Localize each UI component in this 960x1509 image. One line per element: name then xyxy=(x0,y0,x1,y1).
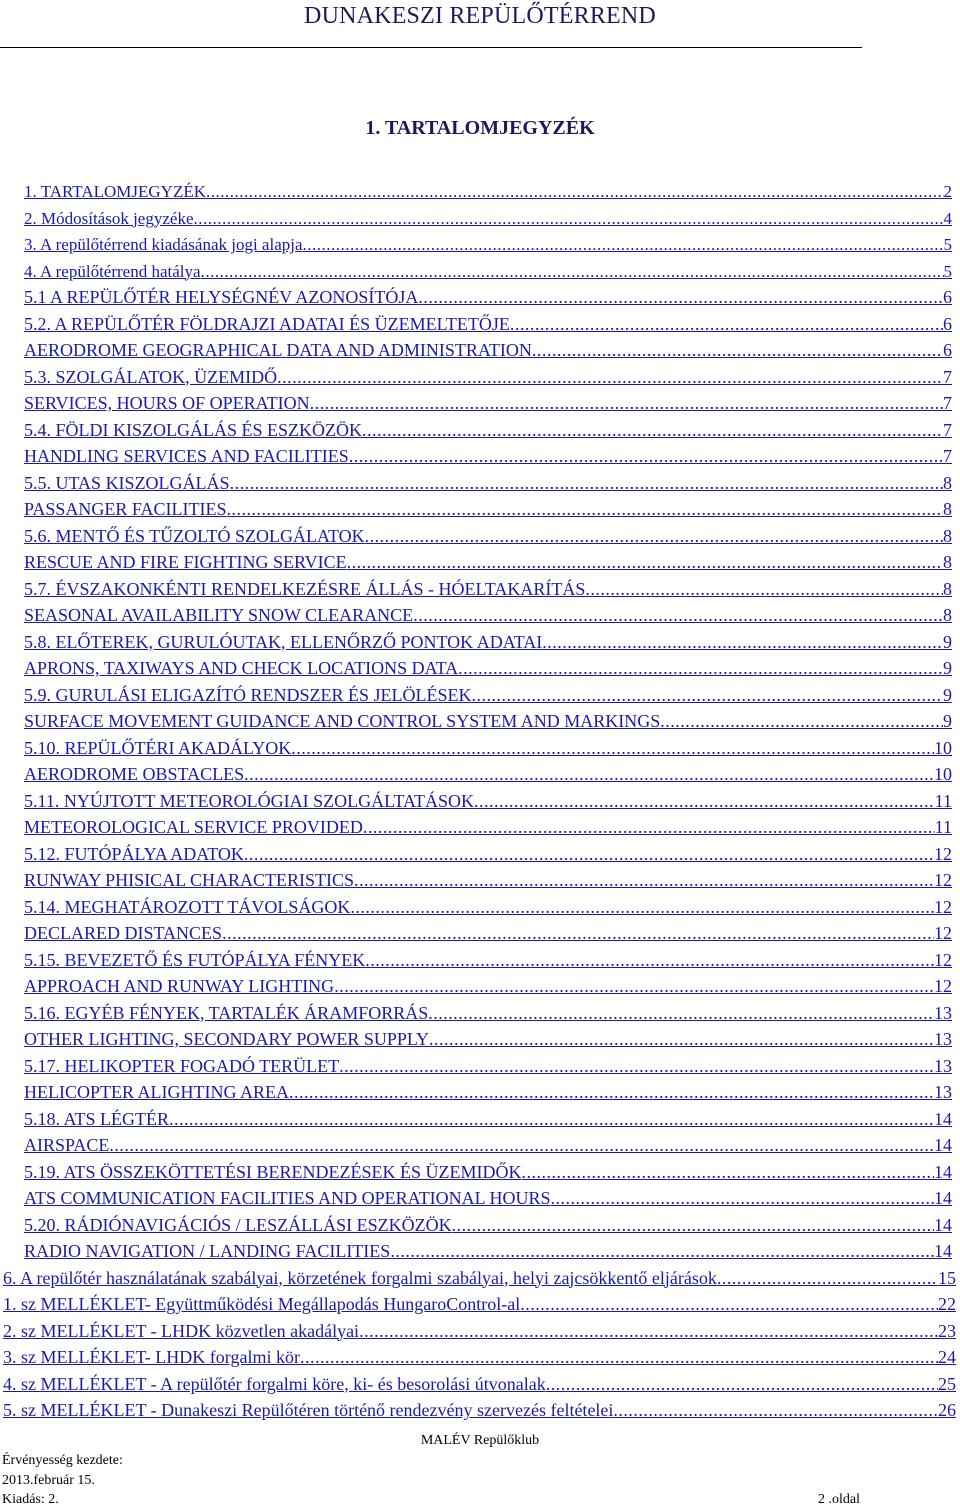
toc-entry-page: 14 xyxy=(934,1161,952,1182)
toc-entry[interactable] xyxy=(24,388,952,414)
toc-entry[interactable] xyxy=(24,733,952,759)
toc-entry-page: 8 xyxy=(943,578,952,599)
toc-entry[interactable] xyxy=(24,680,952,706)
toc-entry-title: 6. A repülőtér használatának szabályai, körzetének forgalmi szabályai, helyi zajcsökkentő eljárások xyxy=(3,1267,717,1288)
header-divider xyxy=(0,47,862,48)
toc-entry-title: 5.8. ELŐTEREK, GURULÓUTAK, ELLENŐRZŐ PONTOK ADATAI xyxy=(24,631,543,652)
toc-leader-dots xyxy=(222,923,934,944)
toc-entry-page: 9 xyxy=(943,658,952,678)
toc-entry-page: 7 xyxy=(943,446,952,466)
toc-entry[interactable] xyxy=(24,1183,952,1209)
toc-entry-page: 12 xyxy=(934,896,952,917)
toc-entry[interactable] xyxy=(3,1263,956,1289)
toc-leader-dots xyxy=(277,367,943,388)
toc-entry[interactable] xyxy=(24,1024,952,1050)
toc-entry-page: 22 xyxy=(938,1294,956,1314)
toc-entry-title: 5.14. MEGHATÁROZOTT TÁVOLSÁGOK xyxy=(24,896,351,917)
toc-entry[interactable] xyxy=(24,494,952,520)
toc-leader-dots xyxy=(413,605,943,626)
toc-entry[interactable] xyxy=(3,1316,956,1342)
toc-leader-dots xyxy=(428,1003,934,1024)
toc-entry-title: METEOROLOGICAL SERVICE PROVIDED xyxy=(24,817,363,837)
toc-entry-page: 13 xyxy=(934,1055,952,1076)
toc-entry-page: 12 xyxy=(934,949,952,970)
toc-entry-title: 5. sz MELLÉKLET - Dunakeszi Repülőtéren történő rendezvény szervezés feltételei xyxy=(3,1400,614,1420)
toc-entry-title: 5.3. SZOLGÁLATOK, ÜZEMIDŐ xyxy=(24,366,278,387)
toc-entry-page: 6 xyxy=(943,340,952,360)
toc-entry-page: 9 xyxy=(943,631,952,652)
toc-leader-dots xyxy=(244,764,934,785)
toc-entry-page: 6 xyxy=(943,313,952,334)
toc-leader-dots xyxy=(206,182,944,202)
toc-leader-dots xyxy=(452,1215,934,1236)
footer-validity-label: Érvényesség kezdete: xyxy=(2,1453,123,1468)
toc-leader-dots xyxy=(350,897,934,918)
toc-entry[interactable] xyxy=(24,176,952,202)
toc-entry-page: 14 xyxy=(934,1214,952,1235)
toc-entry[interactable] xyxy=(24,521,952,547)
footer-organization: MALÉV Repülőklub xyxy=(420,1433,540,1448)
toc-entry[interactable] xyxy=(24,441,952,467)
toc-entry-page: 5 xyxy=(943,261,952,281)
toc-leader-dots xyxy=(585,579,943,600)
toc-entry-page: 14 xyxy=(934,1241,952,1261)
toc-leader-dots xyxy=(289,1082,934,1103)
toc-entry-title: AERODROME OBSTACLES xyxy=(24,764,245,784)
toc-entry[interactable] xyxy=(24,759,952,785)
toc-entry-title: SEASONAL AVAILABILITY SNOW CLEARANCE xyxy=(24,605,414,625)
toc-leader-dots xyxy=(334,976,934,997)
footer-edition: Kiadás: 2. xyxy=(2,1492,59,1507)
toc-entry-title: RESCUE AND FIRE FIGHTING SERVICE xyxy=(24,552,347,572)
toc-entry-title: 2. sz MELLÉKLET - LHDK közvetlen akadályai xyxy=(3,1320,360,1341)
toc-entry-title: DECLARED DISTANCES xyxy=(24,923,223,943)
toc-entry-title: 5.12. FUTÓPÁLYA ADATOK xyxy=(24,843,244,864)
toc-entry-title: PASSANGER FACILITIES xyxy=(24,499,227,519)
toc-entry-title: 5.4. FÖLDI KISZOLGÁLÁS ÉS ESZKÖZÖK xyxy=(24,419,362,440)
toc-entry[interactable] xyxy=(24,865,952,891)
toc-entry[interactable] xyxy=(24,309,952,335)
toc-leader-dots xyxy=(349,446,943,467)
toc-entry-page: 23 xyxy=(938,1320,956,1341)
toc-leader-dots xyxy=(471,685,943,706)
toc-entry-page: 12 xyxy=(934,923,952,943)
toc-leader-dots xyxy=(474,791,935,812)
toc-entry-page: 6 xyxy=(943,287,952,307)
toc-entry-page: 13 xyxy=(934,1002,952,1023)
toc-entry[interactable] xyxy=(24,945,952,971)
toc-leader-dots xyxy=(347,552,943,573)
toc-leader-dots xyxy=(365,526,943,547)
toc-entry[interactable] xyxy=(24,839,952,865)
toc-entry-title: 5.11. NYÚJTOTT METEOROLÓGIAI SZOLGÁLTATÁSOK xyxy=(24,790,475,811)
toc-leader-dots xyxy=(244,844,934,865)
toc-leader-dots xyxy=(520,1294,938,1315)
toc-entry[interactable] xyxy=(24,600,952,626)
toc-leader-dots xyxy=(717,1268,938,1289)
toc-entry-page: 7 xyxy=(943,366,952,387)
toc-entry[interactable] xyxy=(24,812,952,838)
toc-leader-dots xyxy=(362,420,943,441)
toc-entry[interactable] xyxy=(24,1077,952,1103)
toc-entry-title: 3. sz MELLÉKLET- LHDK forgalmi kör xyxy=(3,1347,300,1367)
toc-entry-title: 5.1 A REPÜLŐTÉR HELYSÉGNÉV AZONOSÍTÓJA xyxy=(24,287,419,307)
toc-entry[interactable] xyxy=(24,786,952,812)
toc-entry[interactable] xyxy=(24,706,952,732)
toc-leader-dots xyxy=(291,738,934,759)
toc-entry-title: APPROACH AND RUNWAY LIGHTING xyxy=(24,976,335,996)
toc-entry[interactable] xyxy=(3,1395,956,1421)
toc-leader-dots xyxy=(354,870,934,891)
toc-entry-title: 5.10. REPÜLŐTÉRI AKADÁLYOK xyxy=(24,737,292,758)
toc-leader-dots xyxy=(546,1374,938,1395)
toc-entry-page: 26 xyxy=(938,1400,956,1420)
toc-entry-title: SERVICES, HOURS OF OPERATION xyxy=(24,393,310,413)
toc-leader-dots xyxy=(365,950,934,971)
toc-entry-page: 7 xyxy=(943,393,952,413)
toc-entry[interactable] xyxy=(24,971,952,997)
toc-entry-page: 13 xyxy=(934,1029,952,1049)
toc-leader-dots xyxy=(532,340,943,361)
footer-validity-date: 2013.február 15. xyxy=(2,1473,95,1488)
toc-entry-title: APRONS, TAXIWAYS AND CHECK LOCATIONS DATA xyxy=(24,658,459,678)
toc-entry[interactable] xyxy=(24,468,952,494)
toc-leader-dots xyxy=(300,1347,938,1368)
toc-entry-title: AERODROME GEOGRAPHICAL DATA AND ADMINISTRATION xyxy=(24,340,532,360)
toc-entry-title: 5.17. HELIKOPTER FOGADÓ TERÜLET xyxy=(24,1055,340,1076)
toc-entry[interactable] xyxy=(24,415,952,441)
toc-entry[interactable] xyxy=(24,1210,952,1236)
toc-entry-page: 10 xyxy=(934,737,952,758)
toc-leader-dots xyxy=(109,1135,934,1156)
toc-entry-title: ATS COMMUNICATION FACILITIES AND OPERATIONAL HOURS xyxy=(24,1188,551,1208)
toc-entry[interactable] xyxy=(24,1130,952,1156)
toc-leader-dots xyxy=(339,1056,934,1077)
toc-entry[interactable] xyxy=(24,1051,952,1077)
toc-entry-page: 9 xyxy=(943,711,952,731)
toc-entry[interactable] xyxy=(24,1236,952,1262)
toc-entry-page: 10 xyxy=(934,764,952,784)
toc-leader-dots xyxy=(363,817,935,838)
toc-entry-page: 12 xyxy=(934,870,952,890)
toc-entry-page: 14 xyxy=(934,1135,952,1155)
toc-entry-page: 12 xyxy=(934,843,952,864)
toc-entry-page: 9 xyxy=(943,684,952,705)
toc-entry[interactable] xyxy=(3,1342,956,1368)
toc-entry[interactable] xyxy=(3,1289,956,1315)
toc-entry-page: 13 xyxy=(934,1082,952,1102)
toc-entry-page: 2 xyxy=(943,182,952,201)
toc-entry-title: 4. A repülőtérrend hatálya xyxy=(24,261,201,281)
toc-entry-title: 5.16. EGYÉB FÉNYEK, TARTALÉK ÁRAMFORRÁS xyxy=(24,1002,429,1023)
toc-leader-dots xyxy=(542,632,943,653)
toc-entry-title: 2. Módosítások jegyzéke xyxy=(24,208,194,228)
toc-leader-dots xyxy=(458,658,943,679)
toc-entry-page: 8 xyxy=(943,605,952,625)
toc-entry[interactable] xyxy=(24,1104,952,1130)
toc-leader-dots xyxy=(230,473,943,494)
toc-entry-title: 5.18. ATS LÉGTÉR xyxy=(24,1108,170,1129)
toc-entry-title: 4. sz MELLÉKLET - A repülőtér forgalmi köre, ki- és besorolási útvonalak xyxy=(3,1373,546,1394)
toc-entry-page: 11 xyxy=(934,817,952,837)
toc-leader-dots xyxy=(510,314,943,335)
toc-entry-page: 4 xyxy=(943,208,952,228)
toc-entry-title: 5.15. BEVEZETŐ ÉS FUTÓPÁLYA FÉNYEK xyxy=(24,949,366,970)
toc-leader-dots xyxy=(227,499,943,520)
toc-leader-dots xyxy=(429,1029,934,1050)
toc-entry-title: 5.7. ÉVSZAKONKÉNTI RENDELKEZÉSRE ÁLLÁS - HÓELTAKARÍTÁS xyxy=(24,578,586,599)
toc-entry[interactable] xyxy=(24,653,952,679)
document-header-title: DUNAKESZI REPÜLŐTÉRREND xyxy=(304,3,656,29)
toc-entry-title: HANDLING SERVICES AND FACILITIES xyxy=(24,446,349,466)
toc-entry[interactable] xyxy=(24,547,952,573)
toc-entry-page: 8 xyxy=(943,472,952,493)
toc-entry[interactable] xyxy=(24,892,952,918)
toc-leader-dots xyxy=(522,1162,935,1183)
toc-entry-page: 8 xyxy=(943,552,952,572)
toc-leader-dots xyxy=(310,393,943,414)
toc-entry[interactable] xyxy=(24,362,952,388)
toc-entry-page: 14 xyxy=(934,1188,952,1208)
toc-entry-page: 25 xyxy=(938,1373,956,1394)
toc-entry-page: 12 xyxy=(934,976,952,996)
toc-entry-title: 5.6. MENTŐ ÉS TŰZOLTÓ SZOLGÁLATOK xyxy=(24,525,365,546)
toc-entry[interactable] xyxy=(24,203,952,229)
toc-entry-page: 5 xyxy=(943,235,952,254)
toc-entry-page: 8 xyxy=(943,499,952,519)
toc-entry[interactable] xyxy=(24,574,952,600)
toc-entry[interactable] xyxy=(24,627,952,653)
toc-entry-title: 5.2. A REPÜLŐTÉR FÖLDRAJZI ADATAI ÉS ÜZEMELTETŐJE xyxy=(24,313,510,334)
toc-leader-dots xyxy=(613,1400,938,1421)
toc-entry[interactable] xyxy=(24,335,952,361)
toc-leader-dots xyxy=(201,262,944,282)
toc-entry-title: SURFACE MOVEMENT GUIDANCE AND CONTROL SYSTEM AND MARKINGS xyxy=(24,711,661,731)
toc-leader-dots xyxy=(303,235,944,255)
toc-entry-title: 1. TARTALOMJEGYZÉK xyxy=(24,182,206,201)
toc-entry-title: 5.5. UTAS KISZOLGÁLÁS xyxy=(24,472,230,493)
toc-entry[interactable] xyxy=(24,282,952,308)
toc-entry-title: RADIO NAVIGATION / LANDING FACILITIES xyxy=(24,1241,391,1261)
toc-entry-page: 7 xyxy=(943,419,952,440)
toc-entry-title: 1. sz MELLÉKLET- Együttműködési Megállapodás HungaroControl-al xyxy=(3,1294,521,1314)
toc-entry-title: 3. A repülőtérrend kiadásának jogi alapja xyxy=(24,235,303,254)
toc-leader-dots xyxy=(169,1109,934,1130)
toc-leader-dots xyxy=(551,1188,934,1209)
toc-entry-page: 24 xyxy=(938,1347,956,1367)
toc-entry[interactable] xyxy=(24,998,952,1024)
toc-leader-dots xyxy=(390,1241,934,1262)
toc-entry-page: 14 xyxy=(934,1108,952,1129)
toc-entry-page: 8 xyxy=(943,525,952,546)
toc-entry[interactable] xyxy=(24,918,952,944)
toc-entry-title: OTHER LIGHTING, SECONDARY POWER SUPPLY xyxy=(24,1029,430,1049)
toc-leader-dots xyxy=(194,209,944,229)
toc-entry-title: HELICOPTER ALIGHTING AREA xyxy=(24,1082,289,1102)
toc-leader-dots xyxy=(660,711,943,732)
toc-entry-page: 15 xyxy=(938,1267,956,1288)
toc-entry-title: 5.20. RÁDIÓNAVIGÁCIÓS / LESZÁLLÁSI ESZKÖZÖK xyxy=(24,1214,452,1235)
toc-entry-title: 5.9. GURULÁSI ELIGAZÍTÓ RENDSZER ÉS JELÖLÉSEK xyxy=(24,684,472,705)
footer-page-number: 2 .oldal xyxy=(818,1492,860,1507)
toc-entry-page: 11 xyxy=(934,790,952,811)
toc-entry-title: 5.19. ATS ÖSSZEKÖTTETÉSI BERENDEZÉSEK ÉS ÜZEMIDŐK xyxy=(24,1161,522,1182)
toc-entry[interactable] xyxy=(3,1369,956,1395)
toc-entry[interactable] xyxy=(24,229,952,255)
toc-entry[interactable] xyxy=(24,256,952,282)
toc-entry[interactable] xyxy=(24,1157,952,1183)
toc-entry-title: AIRSPACE xyxy=(24,1135,110,1155)
toc-leader-dots xyxy=(418,287,943,308)
toc-entry-title: RUNWAY PHISICAL CHARACTERISTICS xyxy=(24,870,355,890)
toc-leader-dots xyxy=(359,1321,938,1342)
toc-heading: 1. TARTALOMJEGYZÉK xyxy=(365,117,595,139)
